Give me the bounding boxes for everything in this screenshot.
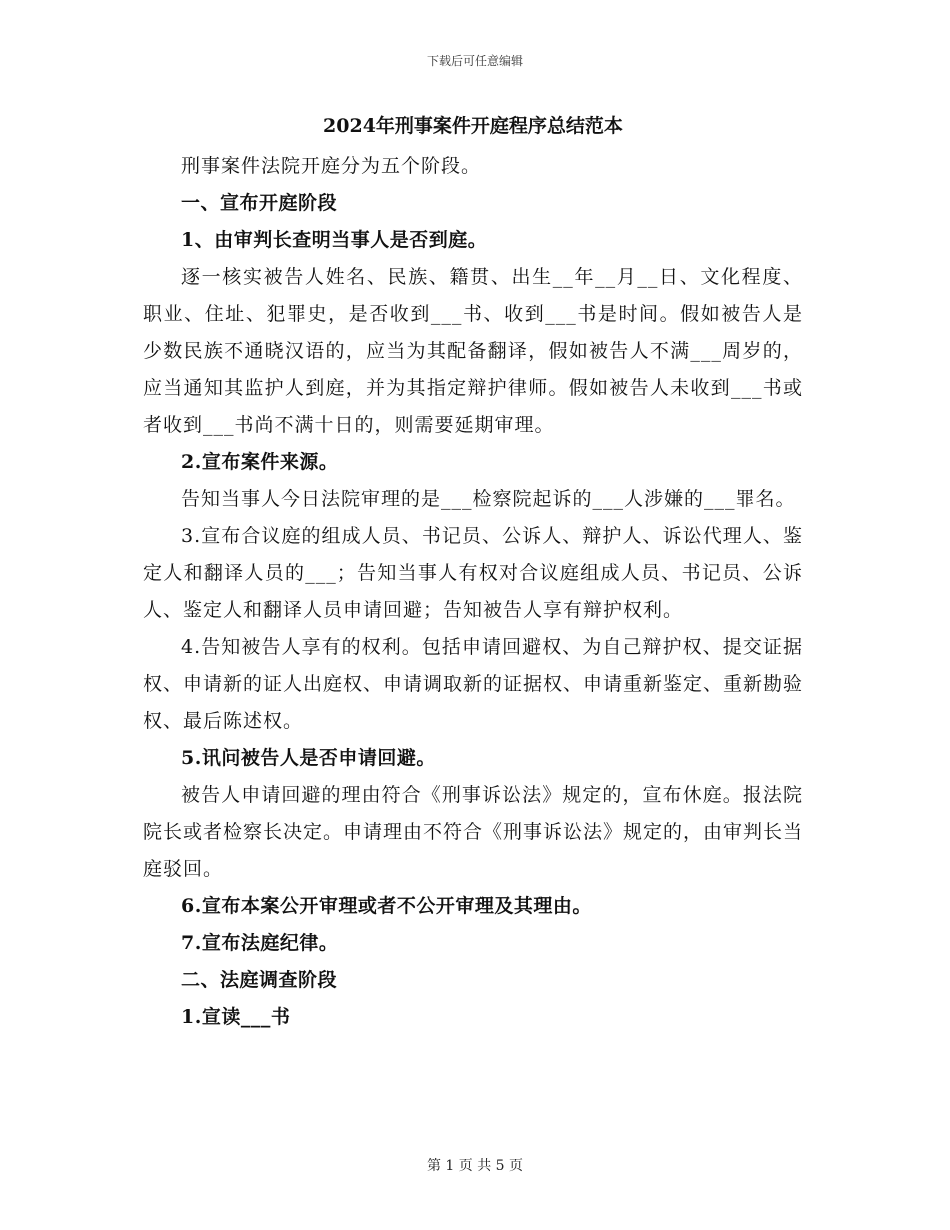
- paragraph-verify-defendant: 逐一核实被告人姓名、民族、籍贯、出生__年__月__日、文化程度、职业、住址、犯罪史，是否收到___书、收到___书是时间。假如被告人是少数民族不通晓汉语的，应当为其配备翻译，假如被告人不满___周岁的，应当通知其监护人到庭，并为其指定辩护律师。假如被告人未收到___书或者收到___书尚不满十日的，则需要延期审理。: [143, 266, 803, 436]
- document-title: 2024年刑事案件开庭程序总结范本: [323, 115, 623, 137]
- subheading-1-5: 5.讯问被告人是否申请回避。: [181, 747, 436, 769]
- page-header-note: 下载后可任意编辑: [426, 54, 523, 68]
- subheading-1-1: 1、由审判长查明当事人是否到庭。: [181, 229, 488, 251]
- subheading-2-1: 1.宣读___书: [181, 1006, 291, 1028]
- section-heading-2: 二、法庭调查阶段: [181, 969, 338, 991]
- subheading-1-2: 2.宣布案件来源。: [181, 451, 339, 473]
- paragraph-case-source: 告知当事人今日法院审理的是___检察院起诉的___人涉嫌的___罪名。: [181, 488, 796, 510]
- paragraph-recusal: 被告人申请回避的理由符合《刑事诉讼法》规定的，宣布休庭。报法院院长或者检察长决定。申请理由不符合《刑事诉讼法》规定的，由审判长当庭驳回。: [143, 784, 804, 880]
- subheading-1-7: 7.宣布法庭纪律。: [181, 932, 339, 954]
- document-body: [143, 112, 803, 1036]
- paragraph-defendant-rights: 4.告知被告人享有的权利。包括申请回避权、为自己辩护权、提交证据权、申请新的证人出庭权、申请调取新的证据权、申请重新鉴定、重新勘验权、最后陈述权。: [143, 636, 804, 732]
- section-heading-1: 一、宣布开庭阶段: [181, 192, 338, 214]
- page-number: 第 1 页 共 5 页: [426, 1158, 524, 1174]
- paragraph-intro: 刑事案件法院开庭分为五个阶段。: [181, 155, 482, 177]
- subheading-1-6: 6.宣布本案公开审理或者不公开审理及其理由。: [181, 895, 592, 917]
- paragraph-court-members: 3.宣布合议庭的组成人员、书记员、公诉人、辩护人、诉讼代理人、鉴定人和翻译人员的___；告知当事人有权对合议庭组成人员、书记员、公诉人、鉴定人和翻译人员申请回避；告知被告人享有辩护权利。: [143, 525, 803, 621]
